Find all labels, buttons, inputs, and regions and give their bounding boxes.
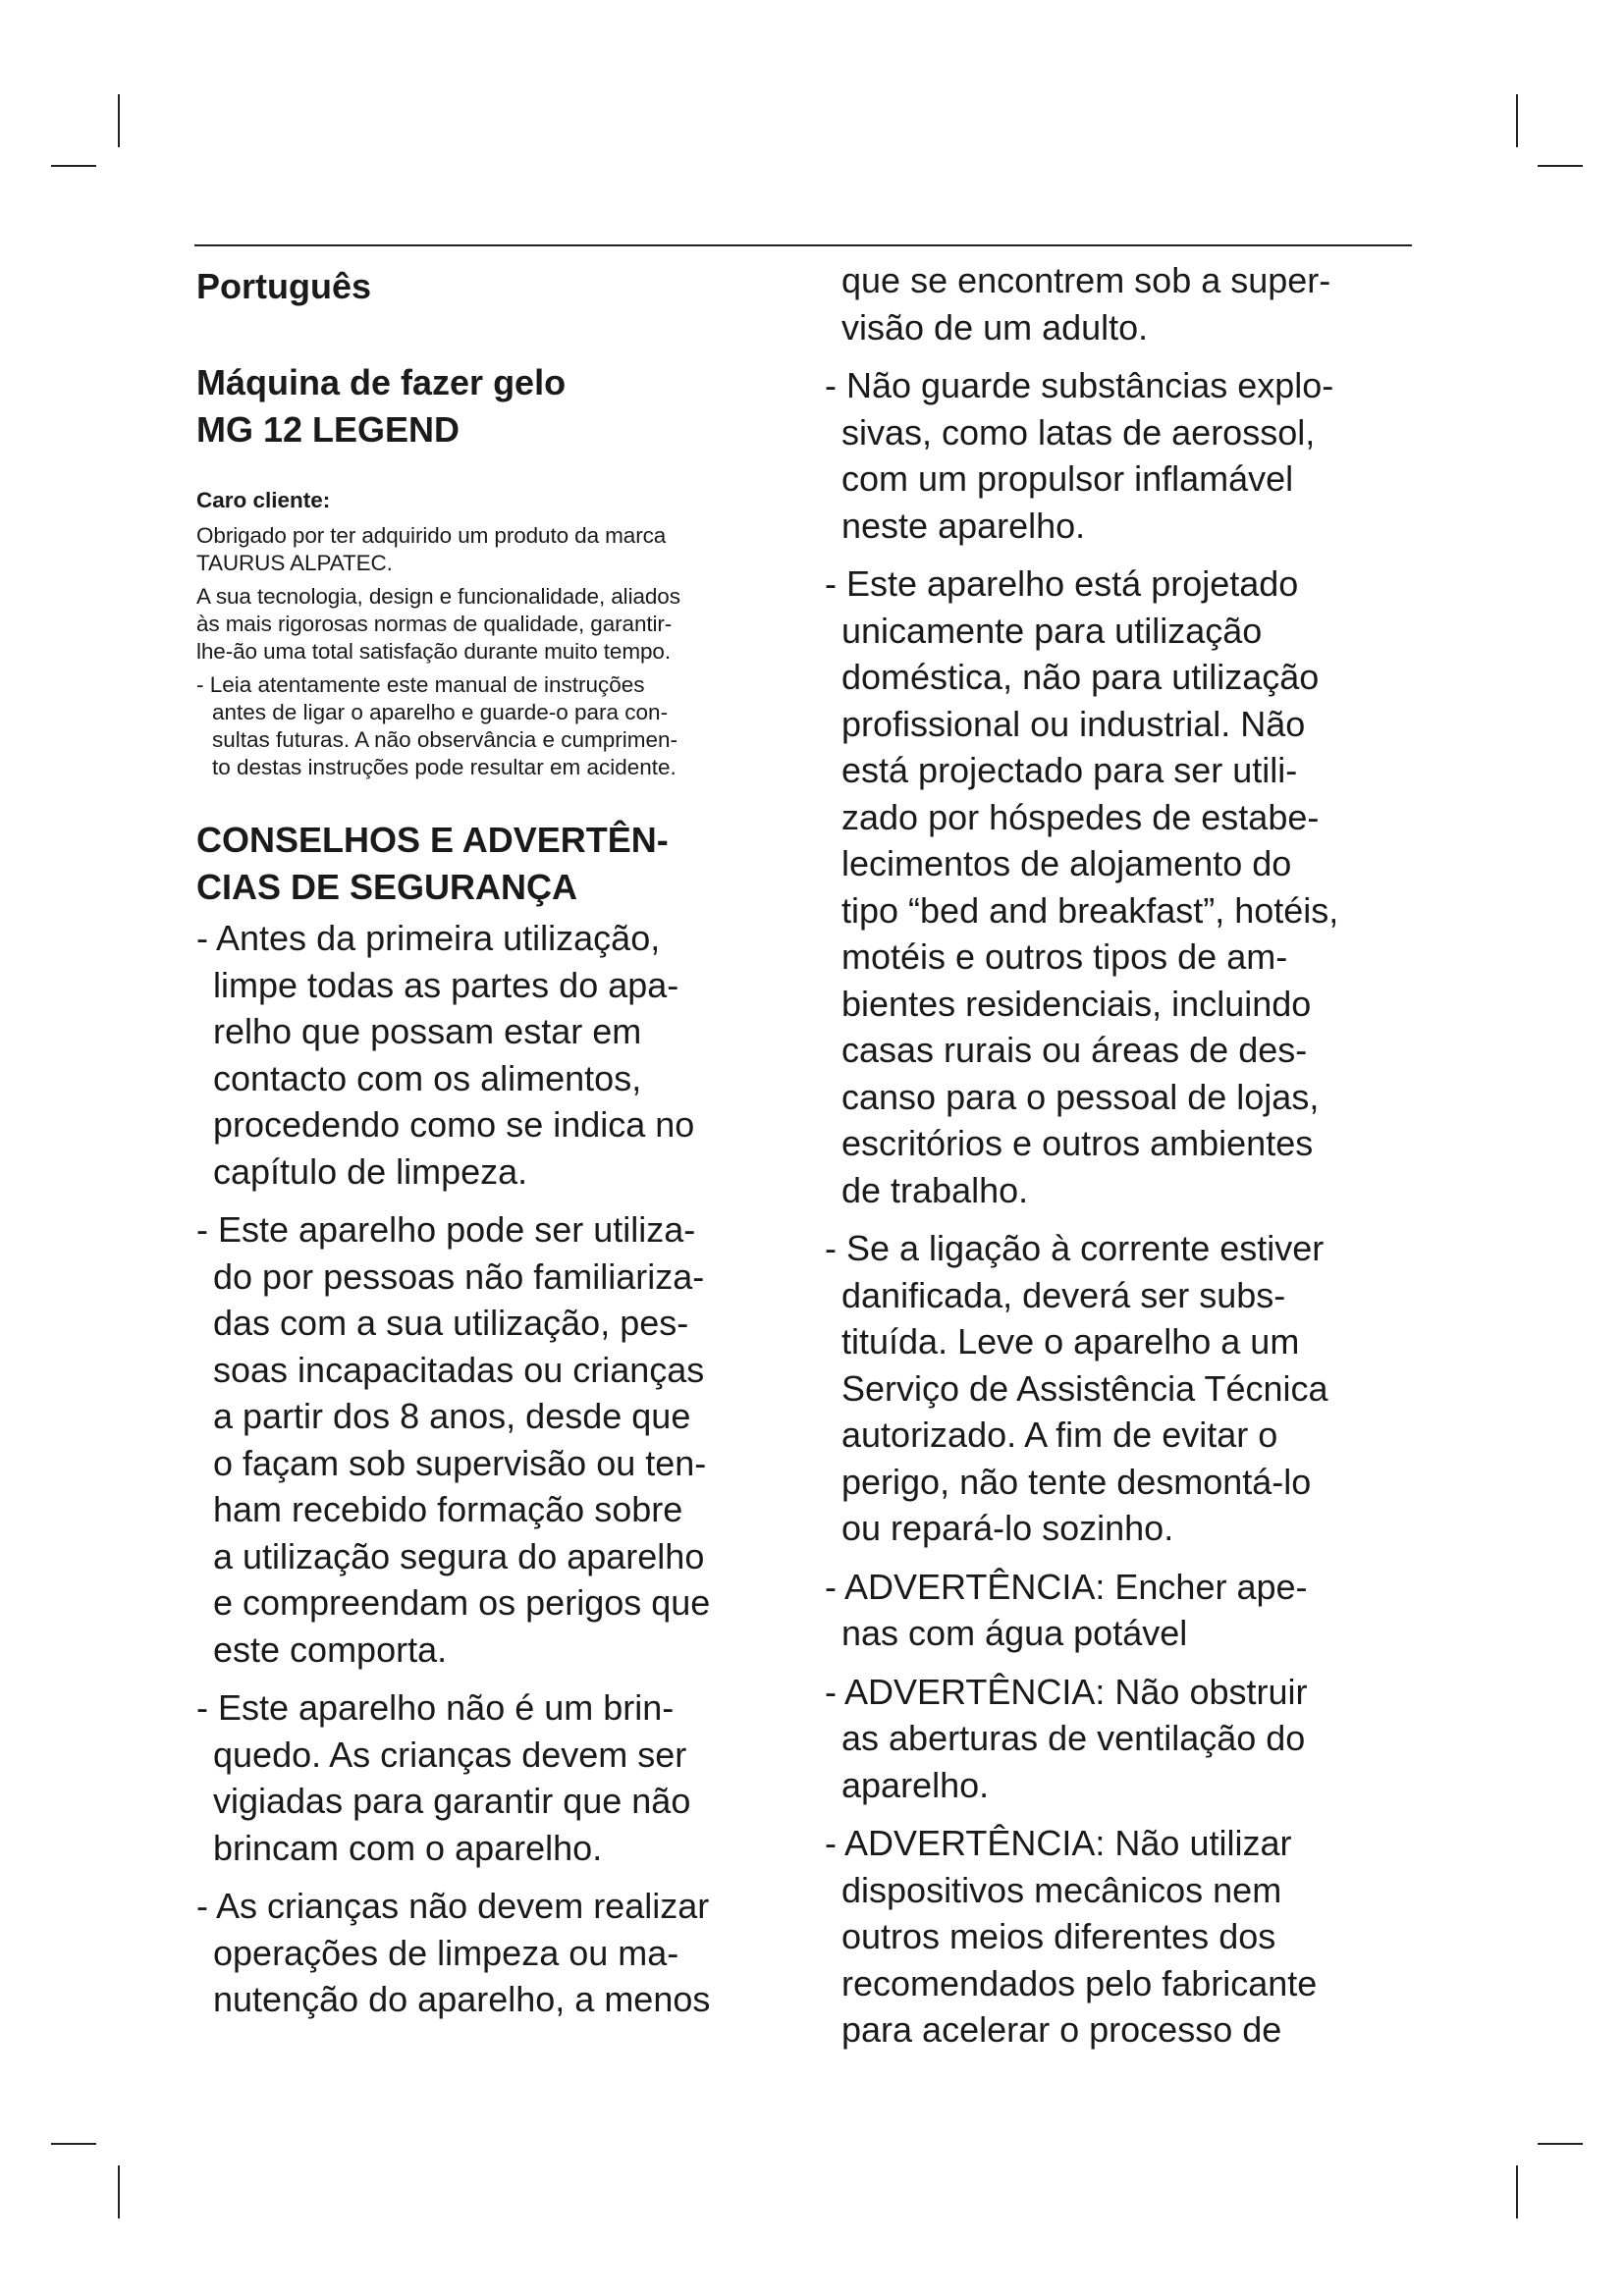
text-line: as aberturas de ventilação do (841, 1718, 1306, 1758)
text-line: a utilização segura do aparelho (213, 1535, 705, 1576)
text-line: capítulo de limpeza. (213, 1150, 528, 1192)
text-line: dispositivos mecânicos nem (841, 1869, 1282, 1910)
text-line: to destas instruções pode resultar em acidente. (212, 755, 677, 779)
text-line: danificada, deverá ser subs- (841, 1274, 1286, 1315)
text-line: autorizado. A fim de evitar o (841, 1415, 1278, 1455)
text-line: neste aparelho. (841, 505, 1086, 546)
safety-item (196, 1883, 793, 2023)
text-line: - Não guarde substâncias explo- (825, 365, 1334, 405)
text-line: vigiadas para garantir que não (213, 1781, 691, 1821)
text-line: ham recebido formação sobre (213, 1489, 683, 1529)
crop-mark-bottom-right-horizontal (1538, 2143, 1583, 2145)
product-title (196, 359, 793, 454)
text-line: - ADVERTÊNCIA: Não obstruir (825, 1671, 1308, 1712)
text-line: está projectado para ser utili- (841, 750, 1298, 790)
right-column (825, 257, 1434, 2054)
text-line: - Se a ligação à corrente estiver (825, 1228, 1325, 1268)
text-line: soas incapacitadas ou crianças (213, 1349, 705, 1390)
text-line: limpe todas as partes do apa- (213, 964, 679, 1005)
text-line: tituída. Leve o aparelho a um (841, 1321, 1300, 1362)
safety-item (825, 1820, 1434, 2054)
safety-item (825, 1564, 1434, 1657)
safety-item (196, 915, 793, 1195)
text-line: antes de ligar o aparelho e guarde-o para con- (212, 700, 669, 724)
safety-item (825, 362, 1434, 549)
text-line: sivas, como latas de aerossol, (841, 411, 1316, 453)
text-line: sultas futuras. A não observância e cumprimen- (212, 727, 677, 752)
text-line: visão de um adulto. (841, 306, 1149, 347)
safety-item (196, 1684, 793, 1871)
text-line: do por pessoas não familiariza- (213, 1255, 705, 1297)
text-line: lhe-ão uma total satisfação durante muito tempo. (196, 639, 671, 664)
left-column (196, 263, 793, 2023)
text-line: recomendados pelo fabricante (841, 1962, 1318, 2003)
text-line: - Antes da primeira utilização, (196, 918, 661, 958)
safety-item (825, 1669, 1434, 1809)
crop-mark-bottom-left-horizontal (51, 2143, 96, 2145)
crop-mark-bottom-right-vertical (1516, 2165, 1518, 2218)
text-line: aparelho. (841, 1764, 990, 1805)
text-line: - ADVERTÊNCIA: Encher ape- (825, 1566, 1308, 1607)
safety-item (825, 561, 1434, 1213)
text-line: CONSELHOS E ADVERTÊN- (196, 820, 669, 860)
safety-item (825, 1225, 1434, 1552)
text-line: - Leia atentamente este manual de instruções (196, 672, 645, 697)
crop-mark-bottom-left-vertical (118, 2165, 120, 2218)
text-line: casas rurais ou áreas de des- (841, 1030, 1308, 1070)
header-rule (194, 244, 1412, 246)
text-line: que se encontrem sob a super- (841, 260, 1331, 300)
text-line: escritórios e outros ambientes (841, 1123, 1314, 1163)
text-line: ou repará-lo sozinho. (841, 1508, 1174, 1548)
text-line: a partir dos 8 anos, desde que (213, 1396, 691, 1436)
text-line: Serviço de Assistência Técnica (841, 1367, 1328, 1409)
text-line: às mais rigorosas normas de qualidade, garantir- (196, 612, 673, 636)
text-line: tipo “bed and breakfast”, hotéis, (841, 889, 1339, 931)
left-items-list (196, 915, 793, 2023)
text-line: profissional ou industrial. Não (841, 703, 1306, 744)
text-line: contacto com os alimentos, (213, 1057, 642, 1098)
text-line: este comporta. (213, 1629, 448, 1670)
text-line: Obrigado por ter adquirido um produto da marca (196, 523, 667, 548)
text-line: doméstica, não para utilização (841, 657, 1320, 697)
text-line: outros meios diferentes dos (841, 1916, 1276, 1956)
safety-item (196, 1206, 793, 1673)
text-line: para acelerar o processo de (841, 2009, 1282, 2050)
greeting: Caro cliente: (196, 488, 331, 512)
product-name: Máquina de fazer gelo (196, 362, 567, 402)
text-line: operações de limpeza ou ma- (213, 1932, 679, 1973)
text-line: procedendo como se indica no (213, 1104, 695, 1145)
intro-paragraph-2 (196, 583, 793, 666)
text-line: A sua tecnologia, design e funcionalidade, aliados (196, 584, 680, 609)
crop-mark-top-left-horizontal (51, 165, 96, 167)
text-line: quedo. As crianças devem ser (213, 1734, 687, 1775)
text-line: canso para o pessoal de lojas, (841, 1076, 1320, 1117)
text-line: - Este aparelho não é um brin- (196, 1687, 675, 1728)
intro-bullet (196, 671, 793, 781)
section-title (196, 817, 793, 911)
crop-mark-top-left-vertical (118, 94, 120, 147)
crop-mark-top-right-vertical (1516, 94, 1518, 147)
text-line: TAURUS ALPATEC. (196, 551, 393, 575)
text-line: zado por hóspedes de estabe- (841, 796, 1320, 837)
text-line: motéis e outros tipos de am- (841, 936, 1288, 977)
text-line: nas com água potável (841, 1613, 1188, 1653)
text-line: brincam com o aparelho. (213, 1827, 603, 1868)
product-model: MG 12 LEGEND (196, 409, 460, 450)
text-line: CIAS DE SEGURANÇA (196, 867, 578, 907)
right-items-list (825, 362, 1434, 2054)
text-line: das com a sua utilização, pes- (213, 1303, 689, 1343)
text-line: lecimentos de alojamento do (841, 843, 1292, 883)
text-line: perigo, não tente desmontá-lo (841, 1461, 1312, 1502)
crop-mark-top-right-horizontal (1538, 165, 1583, 167)
continued-item (825, 257, 1434, 350)
text-line: o façam sob supervisão ou ten- (213, 1442, 707, 1483)
text-line: - ADVERTÊNCIA: Não utilizar (825, 1823, 1292, 1863)
text-line: bientes residenciais, incluindo (841, 983, 1312, 1024)
text-line: de trabalho. (841, 1169, 1029, 1210)
text-line: com um propulsor inflamável (841, 458, 1294, 499)
text-line: - Este aparelho pode ser utiliza- (196, 1209, 696, 1250)
text-line: relho que possam estar em (213, 1011, 642, 1051)
text-line: e compreendam os perigos que (213, 1582, 711, 1623)
text-line: unicamente para utilização (841, 610, 1263, 651)
text-line: - As crianças não devem realizar (196, 1886, 710, 1926)
intro-paragraph-1 (196, 522, 793, 577)
text-line: - Este aparelho está projetado (825, 563, 1299, 604)
language-title: Português (196, 266, 372, 306)
text-line: nutenção do aparelho, a menos (213, 1979, 711, 2019)
